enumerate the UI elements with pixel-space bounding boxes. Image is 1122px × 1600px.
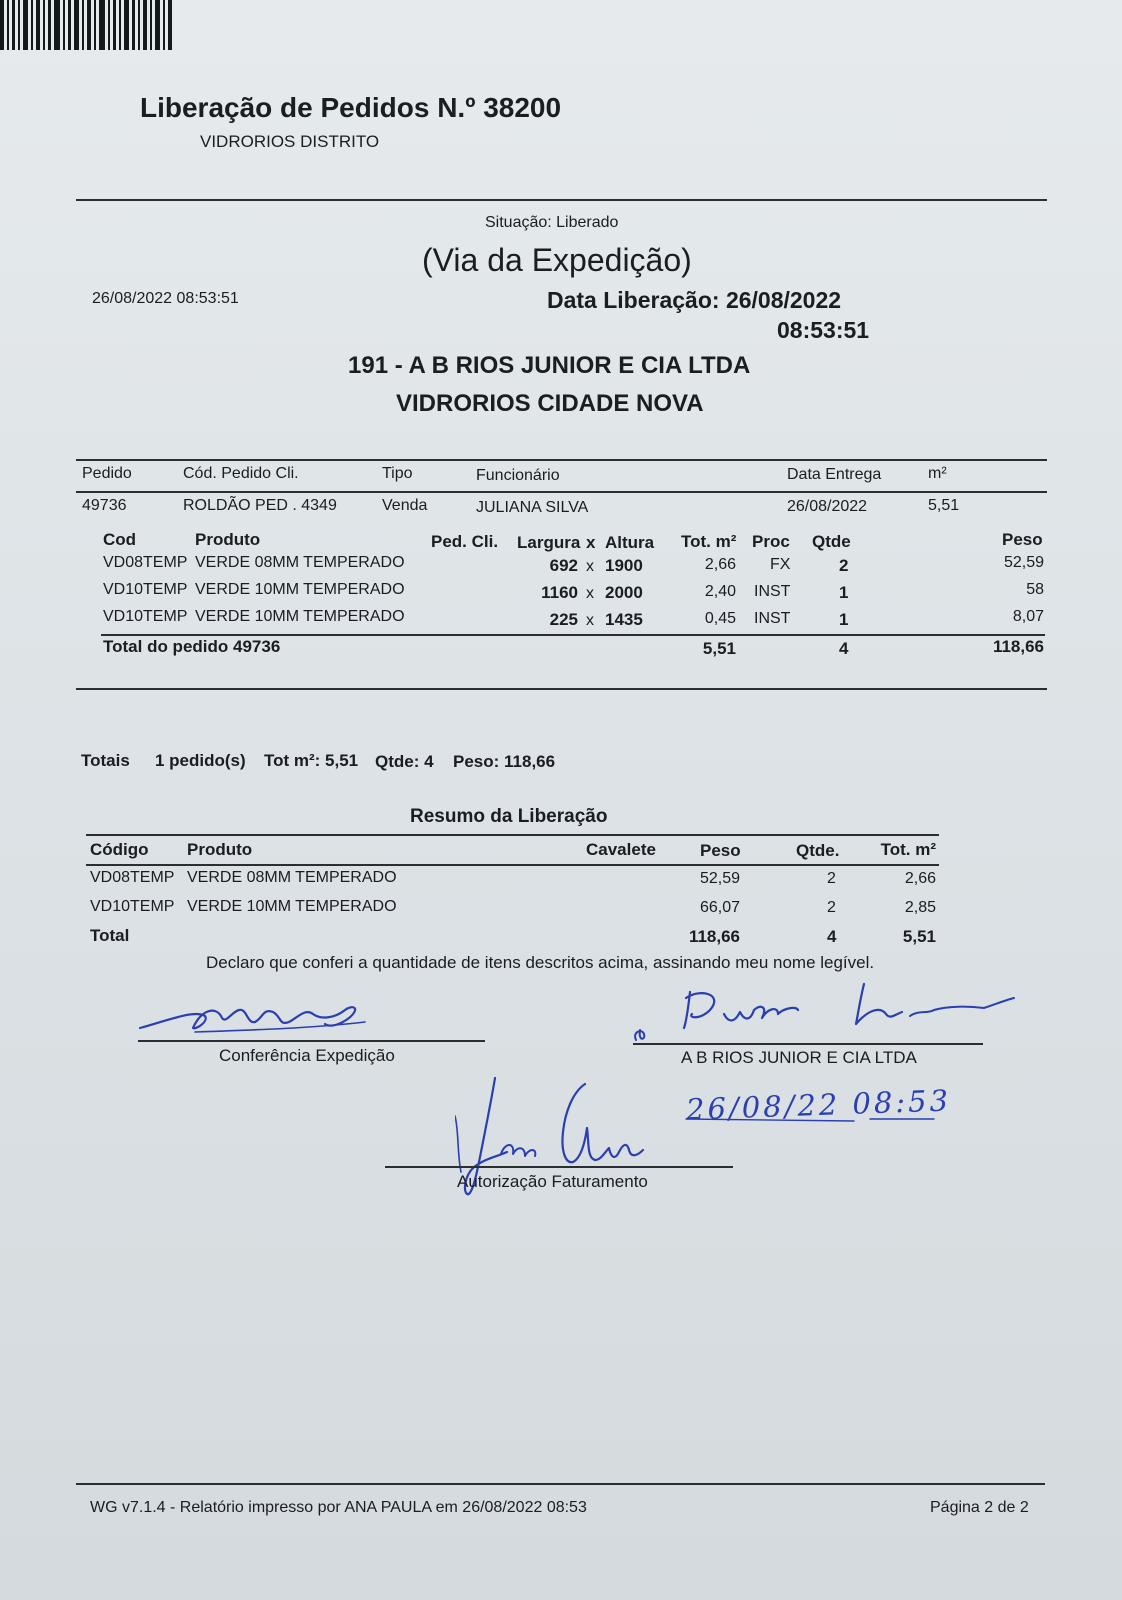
totais-peso: Peso: 118,66 <box>453 752 556 771</box>
page-number: Página 2 de 2 <box>930 1499 1029 1516</box>
item-altura: 2000 <box>605 583 643 602</box>
signature-company-icon <box>628 980 1018 1050</box>
resumo-col-qtde: Qtde. <box>796 841 840 860</box>
resumo-total-label: Total <box>90 926 130 945</box>
item-x: x <box>586 612 594 629</box>
item-altura: 1900 <box>605 556 643 575</box>
item-tot-m2: 2,40 <box>704 583 736 600</box>
resumo-produto: VERDE 08MM TEMPERADO <box>187 869 397 886</box>
conferencia-label: Conferência Expedição <box>219 1046 395 1065</box>
company-sign-label: A B RIOS JUNIOR E CIA LTDA <box>681 1048 917 1067</box>
resumo-total-peso: 118,66 <box>688 927 740 946</box>
item-cod: VD10TEMP <box>103 581 188 598</box>
via-label: (Via da Expedição) <box>422 242 692 278</box>
item-produto: VERDE 10MM TEMPERADO <box>195 581 405 598</box>
customer-name: 191 - A B RIOS JUNIOR E CIA LTDA <box>348 352 751 379</box>
item-x: x <box>586 558 594 575</box>
col-funcionario-label: Funcionário <box>476 467 560 484</box>
tipo-value: Venda <box>382 497 428 514</box>
hora-liberacao: 08:53:51 <box>777 317 870 343</box>
item-peso: 52,59 <box>1003 554 1044 571</box>
resumo-codigo: VD10TEMP <box>90 898 175 915</box>
item-peso: 58 <box>1026 581 1044 598</box>
item-proc: FX <box>770 556 791 573</box>
item-cod: VD10TEMP <box>103 608 188 625</box>
resumo-col-codigo: Código <box>90 840 149 859</box>
totais-pedidos: 1 pedido(s) <box>155 751 246 770</box>
printed-datetime: 26/08/2022 08:53:51 <box>92 290 239 307</box>
item-col-x: x <box>586 533 596 552</box>
autorizacao-line <box>385 1166 733 1168</box>
col-pedido-label: Pedido <box>82 465 132 482</box>
customer-branch: VIDRORIOS CIDADE NOVA <box>396 390 704 417</box>
document-title: Liberação de Pedidos N.º 38200 <box>140 92 562 123</box>
col-m2-label: m² <box>928 465 947 482</box>
data-liberacao: Data Liberação: 26/08/2022 <box>547 287 842 313</box>
item-col-cod: Cod <box>103 530 137 549</box>
resumo-col-cavalete: Cavalete <box>586 840 656 859</box>
resumo-qtde: 2 <box>827 899 836 916</box>
item-largura: 225 <box>549 610 578 629</box>
resumo-col-tot-m2: Tot. m² <box>880 840 936 859</box>
item-col-tot-m2: Tot. m² <box>681 532 737 551</box>
totais-qtde: Qtde: 4 <box>375 752 434 771</box>
total-pedido-label: Total do pedido 49736 <box>103 637 281 656</box>
items-total-rule <box>101 634 1045 636</box>
item-proc: INST <box>754 610 791 627</box>
conferencia-line <box>138 1040 485 1042</box>
item-col-largura: Largura <box>517 533 581 552</box>
resumo-codigo: VD08TEMP <box>90 869 175 886</box>
item-col-qtde: Qtde <box>812 532 851 551</box>
barcode-icon <box>0 0 172 50</box>
funcionario-value: JULIANA SILVA <box>476 499 589 516</box>
cod-pedido-cli-value: ROLDÃO PED . 4349 <box>183 497 337 514</box>
totais-m2: Tot m²: 5,51 <box>264 751 359 770</box>
resumo-peso: 52,59 <box>699 870 740 887</box>
resumo-peso: 66,07 <box>699 899 740 916</box>
item-col-produto: Produto <box>195 530 261 549</box>
item-qtde: 1 <box>839 583 849 602</box>
item-peso: 8,07 <box>1012 608 1044 625</box>
totais-label: Totais <box>81 751 130 770</box>
resumo-produto: VERDE 10MM TEMPERADO <box>187 898 397 915</box>
item-tot-m2: 0,45 <box>704 610 736 627</box>
header-divider <box>76 199 1047 201</box>
declaration-text: Declaro que conferi a quantidade de itens descritos acima, assinando meu nome legível. <box>206 953 875 972</box>
col-cod-pedido-cli-label: Cód. Pedido Cli. <box>183 465 299 482</box>
resumo-tot-m2: 2,85 <box>904 899 936 916</box>
situacao-status: Situação: Liberado <box>485 214 619 231</box>
item-produto: VERDE 10MM TEMPERADO <box>195 608 405 625</box>
total-pedido-peso: 118,66 <box>992 637 1044 656</box>
item-qtde: 2 <box>839 556 849 575</box>
data-entrega-value: 26/08/2022 <box>787 498 868 515</box>
item-qtde: 1 <box>839 610 849 629</box>
signature-conferencia-icon <box>135 988 375 1038</box>
item-col-ped-cli: Ped. Cli. <box>431 532 499 551</box>
item-produto: VERDE 08MM TEMPERADO <box>195 554 405 571</box>
col-tipo-label: Tipo <box>382 465 413 482</box>
footer-printed-by: WG v7.1.4 - Relatório impresso por ANA PAULA em 26/08/2022 08:53 <box>90 1499 587 1516</box>
item-proc: INST <box>754 583 791 600</box>
item-x: x <box>586 585 594 602</box>
company-sign-line <box>633 1043 983 1045</box>
company-name: VIDRORIOS DISTRITO <box>200 132 380 151</box>
resumo-total-m2: 5,51 <box>902 927 936 946</box>
autorizacao-label: Autorização Faturamento <box>457 1172 648 1191</box>
item-col-altura: Altura <box>605 533 655 552</box>
resumo-header-rule <box>86 864 939 866</box>
resumo-title: Resumo da Liberação <box>410 806 608 827</box>
item-col-proc: Proc <box>752 532 790 551</box>
item-cod: VD08TEMP <box>103 554 188 571</box>
item-altura: 1435 <box>605 610 643 629</box>
order-header-rule <box>76 491 1047 493</box>
col-data-entrega-label: Data Entrega <box>787 466 882 483</box>
item-col-peso: Peso <box>1002 530 1043 549</box>
resumo-qtde: 2 <box>827 870 836 887</box>
resumo-tot-m2: 2,66 <box>904 870 936 887</box>
resumo-col-peso: Peso <box>700 841 741 860</box>
item-largura: 692 <box>549 556 578 575</box>
items-bottom-rule <box>76 688 1047 690</box>
footer-rule <box>76 1483 1045 1485</box>
total-pedido-m2: 5,51 <box>702 639 736 658</box>
resumo-top-rule <box>86 834 939 836</box>
resumo-total-qtde: 4 <box>827 927 837 946</box>
m2-value: 5,51 <box>928 497 960 514</box>
pedido-value: 49736 <box>82 497 127 514</box>
order-table-top-rule <box>76 459 1047 461</box>
item-tot-m2: 2,66 <box>704 556 736 573</box>
handwritten-date: 26/08/22 08:53 <box>685 1083 952 1127</box>
total-pedido-qtde: 4 <box>839 639 849 658</box>
item-largura: 1160 <box>541 583 578 602</box>
resumo-col-produto: Produto <box>187 840 253 859</box>
